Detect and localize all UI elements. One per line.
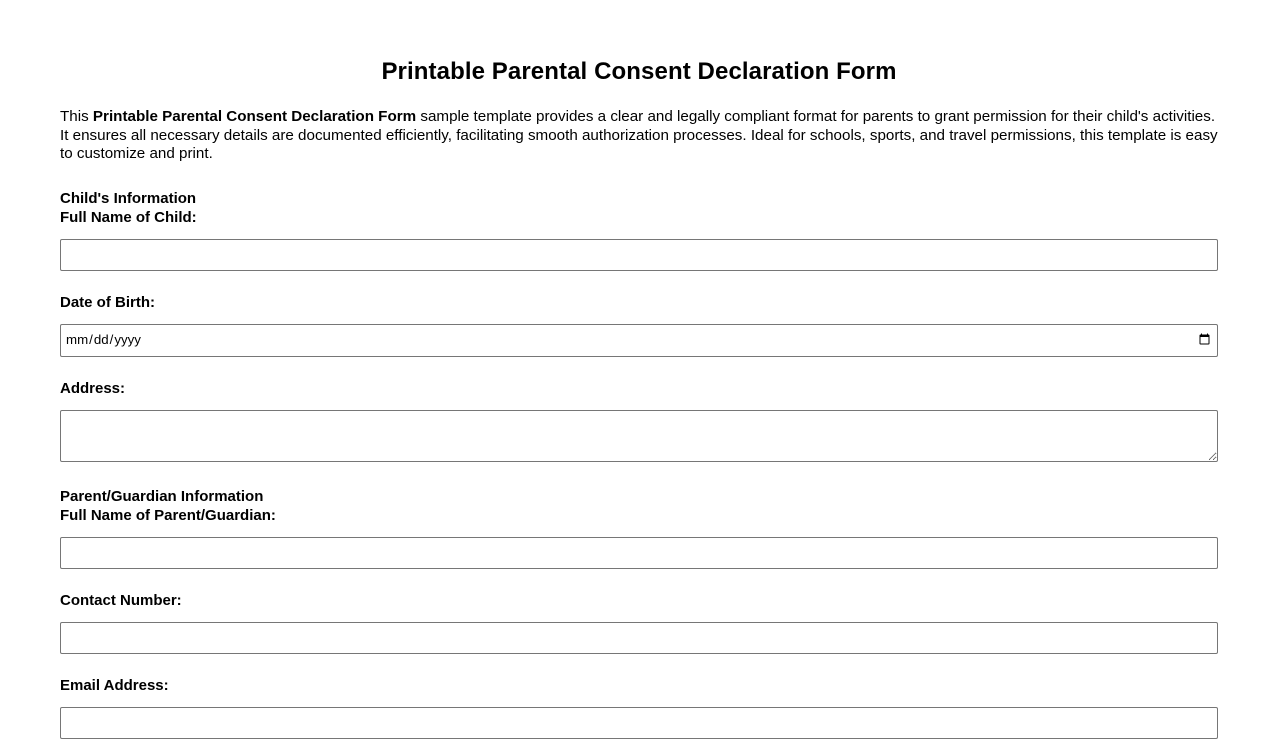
label-full-name-of-child: Full Name of Child: [60, 208, 197, 226]
intro-bold-title: Printable Parental Consent Declaration Form [92, 108, 417, 125]
label-email-address: Email Address: [60, 676, 169, 694]
date-of-birth-input[interactable] [60, 324, 1218, 357]
address-textarea[interactable] [60, 410, 1218, 462]
label-contact-number: Contact Number: [60, 591, 182, 609]
contact-number-input[interactable] [60, 622, 1218, 654]
document-intro [60, 86, 1218, 164]
section-heading-childs-information: Child's Information [60, 189, 197, 207]
intro-lead: This [60, 108, 93, 125]
full-name-of-child-input[interactable] [60, 239, 1218, 271]
intro-rest: sample template provides a clear and legally compliant format for parents to grant permission for their child's activities. It ensures all necessary details are documented efficiently, facilitating smooth authorization processes. Ideal for schools, sports, and travel permissions, this template is easy to customize and print. [60, 108, 1218, 162]
email-address-input[interactable] [60, 707, 1218, 739]
label-address: Address: [60, 379, 126, 397]
label-date-of-birth: Date of Birth: [60, 293, 155, 311]
section-heading-parent-guardian-information: Parent/Guardian Information [60, 487, 264, 505]
full-name-of-parent-guardian-input[interactable] [60, 537, 1218, 569]
page-title: Printable Parental Consent Declaration Form [381, 58, 897, 85]
label-full-name-of-parent-guardian: Full Name of Parent/Guardian: [60, 506, 276, 524]
